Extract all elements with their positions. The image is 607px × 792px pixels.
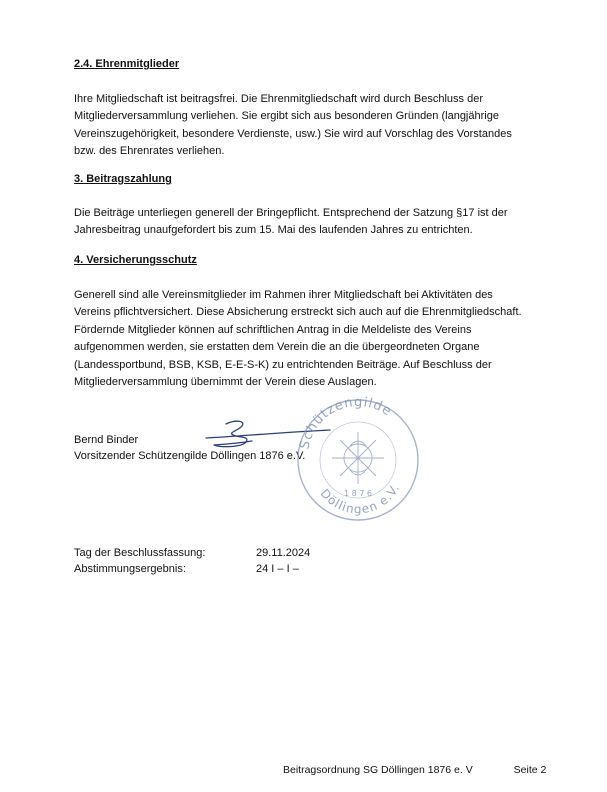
paragraph-line: Fördernde Mitglieder können auf schriftlichen Antrag in die Meldeliste des Vereins	[74, 323, 472, 336]
paragraph-line: Mitgliederversammlung verliehen. Sie ergibt sich aus besonderen Gründen (langjährige	[74, 110, 499, 123]
stamp-text-top: Schützengilde	[297, 394, 395, 451]
paragraph-line: (Landessportbund, BSB, KSB, E-E-S-K) zu entrichtenden Beiträge. Auf Beschluss der	[74, 358, 492, 371]
paragraph-line: Mitgliederversammlung übernimmt der Verein diese Auslagen.	[74, 376, 377, 389]
paragraph-line: Jahresbeitrag unaufgefordert bis zum 15. Mai des laufenden Jahres zu entrichten.	[74, 224, 473, 237]
page-footer	[283, 764, 546, 776]
section-heading-versicherungsschutz: 4. Versicherungsschutz	[74, 254, 197, 266]
footer-page-number: Seite 2	[513, 764, 547, 776]
paragraph-line: bzw. des Ehrenrates verliehen.	[74, 145, 225, 158]
paragraph-line: Vereins pflichtversichert. Diese Absicherung erstreckt sich auch auf die Ehrenmitgliedschaft.	[74, 306, 522, 319]
meta-row-vote	[74, 561, 299, 577]
resolution-meta	[74, 545, 311, 577]
section-heading-beitragszahlung: 3. Beitragszahlung	[74, 173, 172, 185]
paragraph-line: Ihre Mitgliedschaft ist beitragsfrei. Die Ehrenmitgliedschaft wird durch Beschluss der	[74, 93, 484, 105]
vote-label: Abstimmungsergebnis:	[74, 563, 186, 575]
paragraph-line: Die Beiträge unterliegen generell der Bringepflicht. Entsprechend der Satzung §17 ist der	[74, 207, 508, 219]
date-value: 29.11.2024	[256, 547, 311, 559]
meta-row-date	[74, 545, 311, 561]
signatory-name: Bernd Binder	[74, 434, 139, 446]
paragraph-line: Vereinszugehörigkeit, besondere Verdienste, usw.) Sie wird auf Vorschlag des Vorstandes	[74, 127, 512, 140]
stamp-text-bottom: Döllingen e.V.	[317, 481, 403, 517]
section-heading-ehrenmitglieder: 2.4. Ehrenmitglieder	[74, 58, 180, 70]
date-label: Tag der Beschlussfassung:	[74, 547, 206, 559]
svg-text:Schützengilde	[297, 395, 394, 451]
vote-value: 24 I – I –	[256, 563, 299, 575]
signatory-role: Vorsitzender Schützengilde Döllingen 1876 e.V.	[74, 450, 306, 462]
paragraph-line: aufgenommen werden, sie erstatten dem Verein die an die übergeordneten Organe	[74, 341, 480, 354]
stamp-year: 1 8 7 6	[344, 489, 372, 498]
paragraph-line: Generell sind alle Vereinsmitglieder im Rahmen ihrer Mitgliedschaft bei Aktivitäten des	[74, 289, 493, 301]
footer-title: Beitragsordnung SG Döllingen 1876 e. V	[283, 764, 473, 776]
